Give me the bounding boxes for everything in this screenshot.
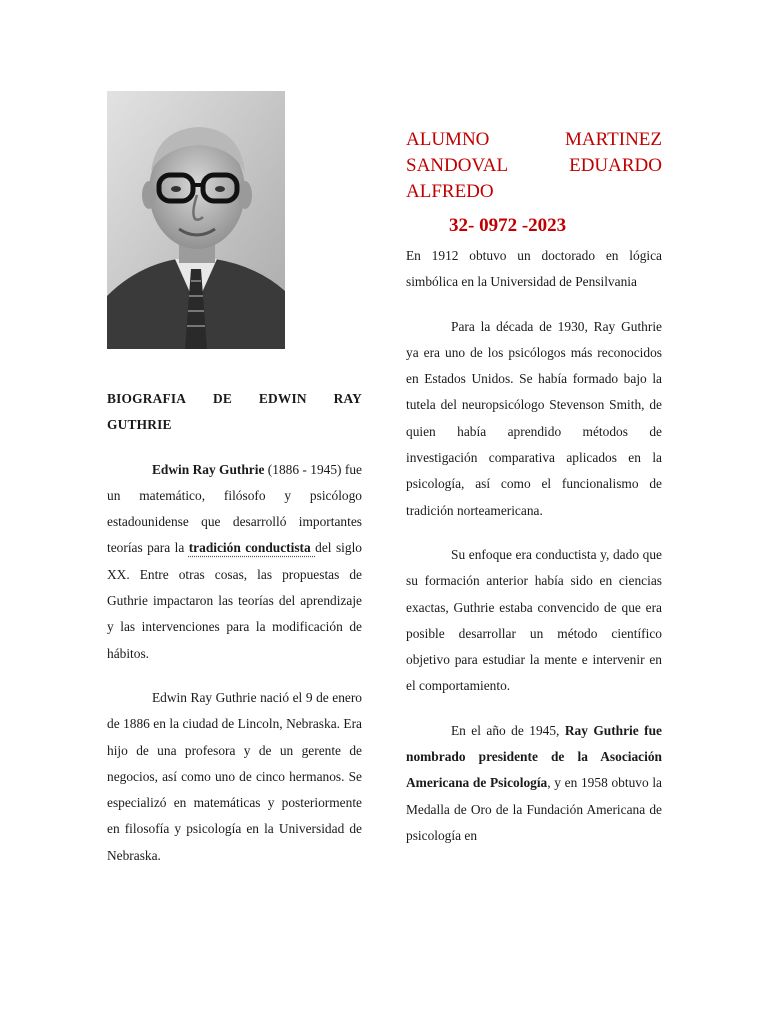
left-column (107, 386, 362, 869)
right-paragraph-4 (406, 718, 662, 849)
right-column (406, 127, 662, 849)
tradicion-conductista-link[interactable]: tradición conductista (188, 540, 316, 556)
right-paragraph-1: En 1912 obtuvo un doctorado en lógica simbólica en la Universidad de Pensilvania (406, 248, 662, 290)
student-name-word: MARTINEZ (564, 129, 662, 150)
bold-text: Ray Guthrie fue nombrado presidente de la Asociación Americana de Psicología (406, 722, 662, 791)
student-name-word: SANDOVAL (406, 155, 509, 176)
paragraph-text: En el año de 1945, (451, 722, 565, 738)
heading-word: BIOGRAFIA (107, 391, 187, 406)
student-name-word: ALUMNO (406, 129, 490, 150)
student-name-word: EDUARDO (569, 155, 662, 176)
student-code: 32- 0972 -2023 (449, 215, 567, 236)
subject-name: Edwin Ray Guthrie (152, 461, 265, 477)
biography-heading (107, 386, 362, 439)
paragraph-text: del siglo XX. Entre otras cosas, las propuestas de Guthrie impactaron las teorías del aprendizaje y las intervenciones para la modificación de hábitos. (107, 540, 362, 661)
biography-paragraph-1 (107, 457, 362, 667)
paragraph-text: (1886 - 1945) fue un matemático, filósofo y psicólogo estadounidense que desarrolló importantes teorías para la (107, 461, 362, 556)
heading-word: EDWIN (258, 391, 307, 406)
biography-paragraph-2: Edwin Ray Guthrie nació el 9 de enero de 1886 en la ciudad de Lincoln, Nebraska. Era hijo de una profesora y de un gerente de negocios, así como uno de cinco hermanos. Se especializó en matemáticas y posteriormente en filosofía y psicología en la Universidad de Nebraska. (107, 689, 362, 863)
student-name-word: ALFREDO (406, 181, 494, 202)
right-paragraph-3: Su enfoque era conductista y, dado que su formación anterior había sido en ciencias exactas, Guthrie estaba convencido de que era posible desarrollar un método científico objetivo para estudiar la mente e intervenir en el comportamiento. (406, 546, 662, 694)
heading-word: DE (213, 391, 233, 406)
portrait-icon (107, 91, 285, 349)
heading-word: RAY (333, 391, 362, 406)
heading-word: GUTHRIE (107, 417, 172, 433)
paragraph-text: , y en 1958 obtuvo la Medalla de Oro de la Fundación Americana de psicología en (406, 775, 662, 843)
portrait-photo (107, 91, 285, 349)
student-name (406, 127, 662, 205)
right-paragraph-2: Para la década de 1930, Ray Guthrie ya era uno de los psicólogos más reconocidos en Estados Unidos. Se había formado bajo la tutela del neuropsicólogo Stevenson Smith, de quien había aprendido métodos de investigación comparativa aplicados en la psicología, así como el funcionalismo de tradición norteamericana. (406, 318, 662, 518)
